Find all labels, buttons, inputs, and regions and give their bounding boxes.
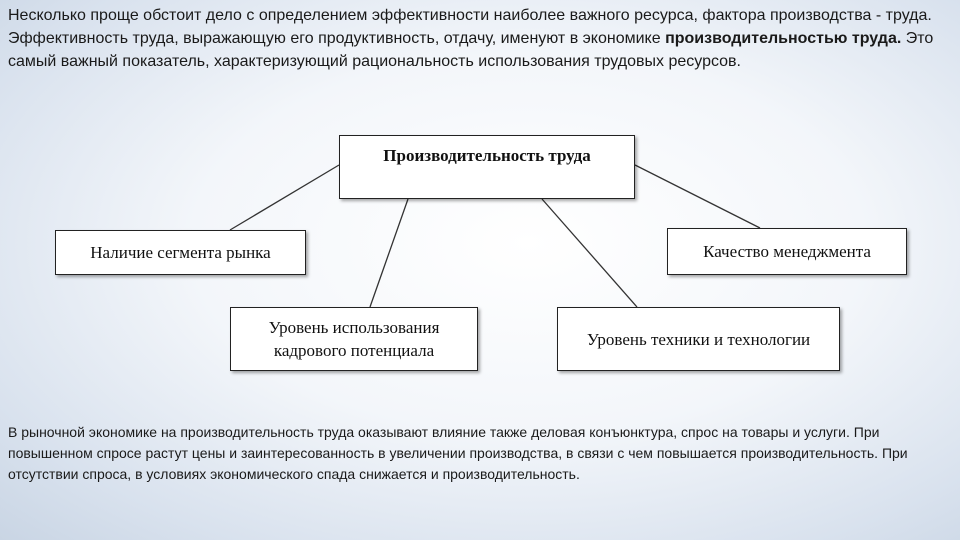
- node-market-segment: Наличие сегмента рынка: [55, 230, 306, 275]
- node-personnel-potential: Уровень использования кадрового потенциала: [230, 307, 478, 371]
- node-technology-level: Уровень техники и технологии: [557, 307, 840, 371]
- connector-bottom-left: [370, 199, 408, 307]
- node-management-quality: Качество менеджмента: [667, 228, 907, 275]
- connector-bottom-right: [542, 199, 637, 307]
- connector-left: [230, 165, 339, 230]
- node-labor-productivity: Производительность труда: [339, 135, 635, 199]
- intro-text-end: Это самый важный показатель, характеризующий рациональность использования трудовых ресурсов.: [8, 30, 934, 70]
- outro-paragraph: В рыночной экономике на производительность труда оказывают влияние также деловая конъюнктура, спрос на товары и услуги. При повышенном спросе растут цены и заинтересованность в увеличении производства, в связи с чем повышается производительность. При отсутствии спроса, в условиях экономического спада снижается и производительность.: [8, 424, 908, 482]
- intro-text-start: Несколько проще обстоит дело с определением эффективности наиболее важного ресурса, фактора производства - труда. Эффективность труда, выражающую его продуктивность, отдачу, именуют в экономике: [8, 7, 932, 47]
- connector-right: [635, 165, 760, 228]
- intro-bold-term: производительностью труда.: [665, 30, 902, 47]
